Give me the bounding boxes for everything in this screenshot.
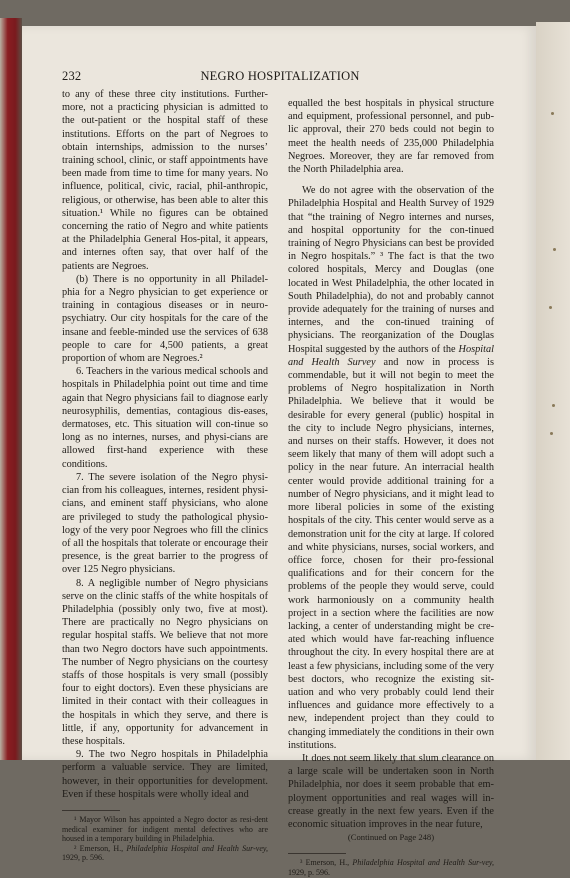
paragraph: It does not seem likely that slum clearance on a large scale will be undertaken soon in North Philadelphia, nor does it seem probable that em-ployment opportunities and real wages will in-crease greatly in the next few years. Even if the economic situation improves in the near future, [288, 752, 494, 830]
footnotes [288, 858, 494, 877]
running-header [62, 69, 498, 85]
footnote-1: ¹ Mayor Wilson has appointed a Negro doctor as resi-dent medical examiner for indigent mental defectives who are housed in a temporary building in Philadelphia. [62, 814, 268, 844]
paragraph: to any of these three city institutions. Further-more, not a practicing physician is admitted to the out-patient or the hospital staff of these institutions. Efforts on the part of Negroes to obtain internships, admission to the nurses’ training school, clinic, or staff appointments have been made from time to time for many years. No influence, political, civic, racial, phil-anthropic, religious, or otherwise, has been able to alter this situation.¹ While no figures can be obtained concerning the ratio of Negro and white patients at the Philadelphia General Hos-pital, it appears, and internes often say, that over half of the patients are Negroes. [62, 89, 268, 272]
paragraph: 9. The two Negro hospitals in Philadelphia perform a valuable service. They are limited, however, in their opportunities for development. Even if these hospitals were wholly ideal and [62, 749, 268, 800]
margin-speck [553, 248, 556, 251]
paragraph: (b) There is no opportunity in all Philadel-phia for a Negro physician to get experience or training in contagious diseases or in neuro-psychiatry. Our city hospitals for the care of the insane and feeble-minded use the services of 638 people to care for 4,500 patients, a great proportion of whom are Negroes.² [62, 273, 268, 365]
page-number: 232 [62, 69, 82, 83]
footnotes [62, 815, 268, 863]
paragraph: 6. Teachers in the various medical schools and hospitals in Philadelphia point out time and time again that Negro physicians fail to diagnose early neurosyphilis, dementias, contagious dis-eases, dermatoses, etc. This situation will con-tinue so long as no internes, nurses, and physi-cians are allowed first-hand experience with these conditions. [62, 366, 268, 470]
footnote-year: 1929, p. 596. [288, 867, 330, 877]
footnote-2 [62, 844, 268, 863]
footnote-rule [62, 810, 120, 811]
paragraph-text: and now in process is commendable, but it will not begin to meet the problems of Negro hospitalization in North Philadelphia. We believe that it would be desirable for every general (public) hospital in the city to include Negro physicians, internes, and nurses on their staffs. However, it does not seem likely that many of them will adopt such a policy in the near future. An interracial health center would provide additional training for a number of Negro physicians, and it might lead to more liberal policies in some of the existing hospitals of the city. This center would serve as a demonstration unit for the city at large. If colored and white physicians, nurses, social workers, and office force, chosen for their pro-fessional qualifications and for their concern for the problems of the people they would serve, could work harmoniously on a community health project in a section where the facilities are now lacking, a center of understanding might be cre-ated which would have far-reaching influence throughout the city. In every hospital there are at least a few physicians, including some of the very best doctors, who recognize the existing sit-uation and who very probably could lend their influences and guidance more effectively to a new, independent project than they could to changing immediately the conditions in their own institutions. [288, 356, 494, 751]
survey-title: Hospital and Health Survey [288, 343, 494, 368]
footnote-title: Philadelphia Hospital and Health Sur-vey, [126, 843, 268, 853]
footnote-title: Philadelphia Hospital and Health Sur-vey, [352, 858, 494, 868]
paragraph: equalled the best hospitals in physical structure and equipment, professional personnel, and pub-lic approval, their 270 beds could not begin to meet the health needs of 235,000 Philadelphia Negroes. Moreover, they are far removed from the North Philadelphia area. [288, 98, 494, 176]
margin-speck [549, 306, 552, 309]
footnote-year: 1929, p. 596. [62, 853, 104, 863]
paragraph [288, 184, 494, 752]
facing-page-edge [536, 22, 570, 760]
margin-speck [550, 432, 553, 435]
margin-speck [552, 404, 555, 407]
footnote-author: ² Emerson, H., [74, 843, 127, 853]
footnote-author: ³ Emerson, H., [300, 858, 353, 868]
continued-note: (Continued on Page 248) [347, 832, 435, 843]
right-column [288, 97, 494, 877]
paragraph: 7. The severe isolation of the Negro physi-cian from his colleagues, internes, resident physi-cians, and eminent staff physicians, who alone are privileged to study the pathological physio-logy of the very poor Negroes who fill the clinics of all the hospitals that tolerate or encourage their presence, is the great barrier to the progress of over 125 Negro physicians. [62, 471, 268, 576]
left-column [62, 88, 268, 863]
paragraph: 8. A negligible number of Negro physicians serve on the clinic staffs of the white hospitals of Philadelphia (possibly only two, five at most). There are practically no Negro physicians on regular hospital staffs. We believe that not more than two Negro doctors have such appointments. The number of Negro physicians on the courtesy staffs of those hospitals is very small (possibly four to eight doctors). Even these physicians are limited in their contact with their colleagues in the hospitals in which they serve, and there is little, if any, opportunity for advancement in these hospitals. [62, 577, 268, 747]
paragraph-text: We do not agree with the observation of the Philadelphia Hospital and Health Survey of 1929 that “the training of Negro internes and nurses, and hospital opportunity for the con-tinued training of Negro Physicians can best be provided in Negro hospitals.” ³ The fact is that the two colored hospitals, Mercy and Douglas (one located in West Philadelphia, the other located in South Philadelphia), do not and probably cannot provide adequately for the training of nurses and internes, and the con-tinued training of physicians. The reorganization of the Douglas Hospital suggested by the authors of the [288, 185, 494, 355]
book-spine [0, 18, 22, 760]
footnote-rule [288, 853, 346, 854]
running-title: NEGRO HOSPITALIZATION [200, 69, 360, 83]
margin-speck [551, 112, 554, 115]
footnote-3 [288, 858, 494, 877]
